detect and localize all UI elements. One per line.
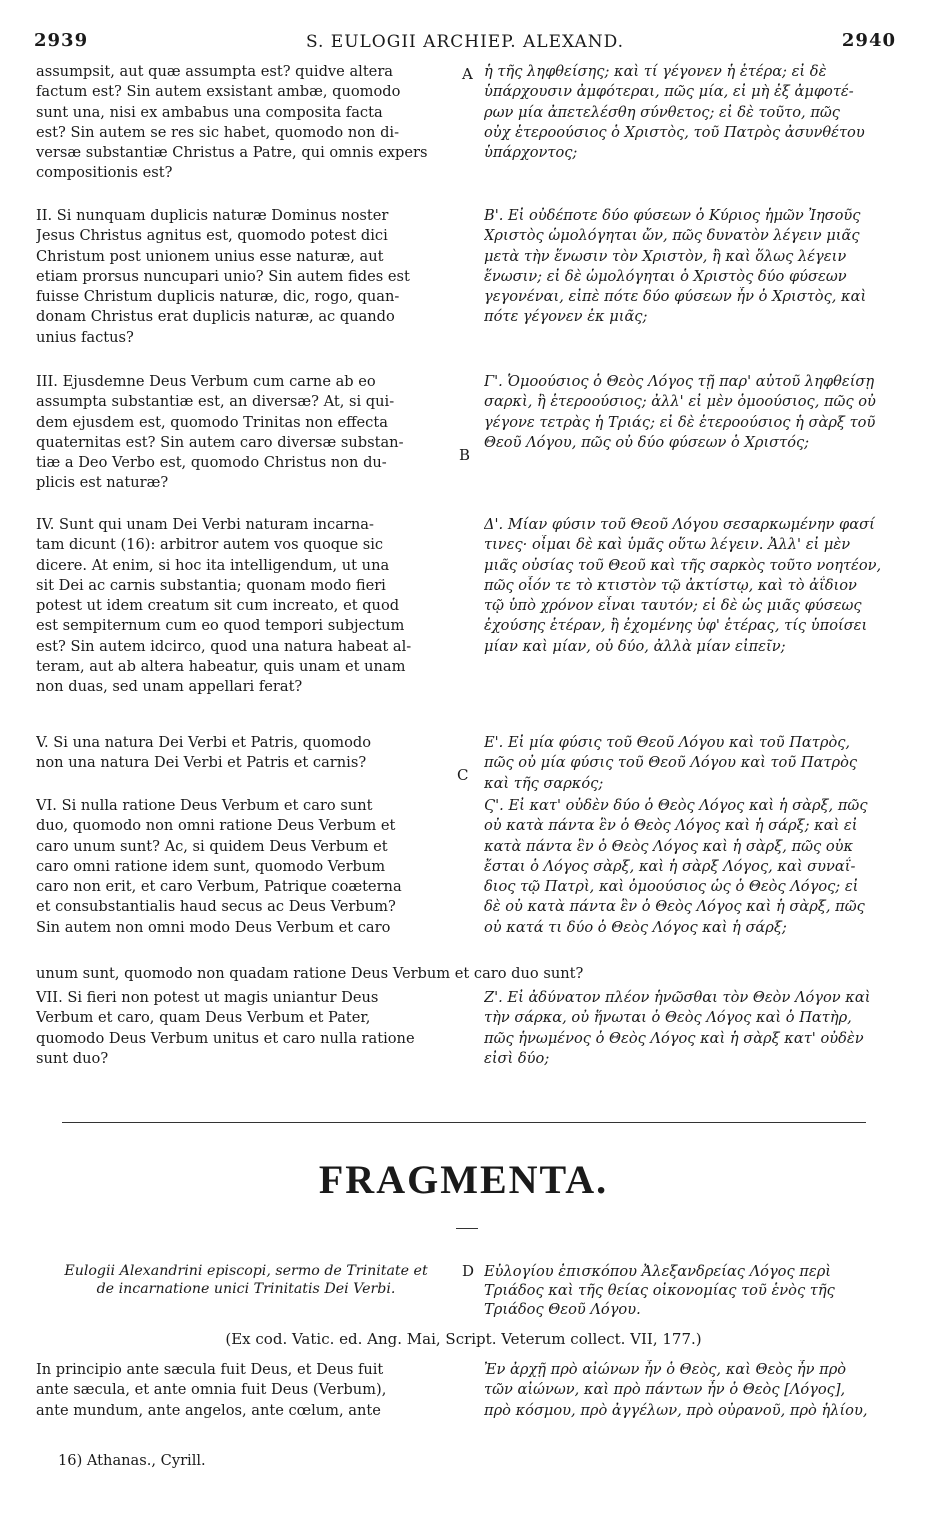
text-line: ρων μία ἀπετελέσθη σύνθετος; εἰ δὲ τοῦτο, πῶς bbox=[484, 103, 840, 121]
text-line: donam Christus erat duplicis naturæ, ac quando bbox=[36, 308, 395, 326]
text-line: ὑπάρχουσιν ἀμφότεραι, πῶς μία, εἰ μὴ ἐξ ἀμφοτέ- bbox=[484, 83, 854, 101]
text-line: πρὸ κόσμου, πρὸ ἀγγέλων, πρὸ οὐρανοῦ, πρὸ ἡλίου, bbox=[484, 1401, 868, 1419]
text-line: sunt una, nisi ex ambabus una composita facta bbox=[36, 103, 383, 121]
text-line: Β'. Εἰ οὐδέποτε δύο φύσεων ὁ Κύριος ἡμῶν Ἰησοῦς bbox=[484, 207, 861, 224]
section-title: FRAGMENTA. bbox=[318, 1157, 609, 1202]
greek-block-4 bbox=[484, 515, 896, 657]
text-line: plicis est naturæ? bbox=[36, 474, 169, 492]
text-line: Γ'. Ὁμοούσιος ὁ Θεὸς Λόγος τῇ παρ' αὐτοῦ ληφθείσῃ bbox=[484, 373, 875, 390]
text-line: ante sæcula, et ante omnia fuit Deus (Verbum), bbox=[36, 1381, 387, 1399]
text-line: ὑπάρχοντος; bbox=[484, 144, 578, 162]
text-line: tiæ a Deo Verbo est, quomodo Christus non du- bbox=[36, 454, 387, 472]
column-marker-b: B bbox=[459, 446, 471, 464]
footnote: 16) Athanas., Cyrill. bbox=[58, 1452, 206, 1469]
greek-block-3 bbox=[484, 372, 896, 453]
text-line: τὴν σάρκα, οὐ ἥνωται ὁ Θεὸς Λόγος καὶ ὁ Πατὴρ, bbox=[484, 1009, 852, 1027]
latin-block-5 bbox=[36, 733, 456, 774]
greek-block-7 bbox=[484, 988, 896, 1069]
text-line: ἔσται ὁ Λόγος σὰρξ, καὶ ἡ σὰρξ Λόγος, καὶ συναΐ- bbox=[484, 857, 856, 875]
text-line: Τριάδος Θεοῦ Λόγου. bbox=[484, 1301, 641, 1318]
running-header bbox=[34, 30, 896, 54]
text-line: Ε'. Εἰ μία φύσις τοῦ Θεοῦ Λόγου καὶ τοῦ Πατρὸς, bbox=[484, 734, 851, 751]
text-line: dem ejusdem est, quomodo Trinitas non effecta bbox=[36, 413, 388, 431]
text-line: teram, aut ab altera habeatur, quis unam et unam bbox=[36, 658, 406, 676]
page-number-left: 2939 bbox=[34, 30, 89, 51]
text-line: Ϛ'. Εἰ κατ' οὐδὲν δύο ὁ Θεὸς Λόγος καὶ ἡ σὰρξ, πῶς bbox=[484, 797, 868, 814]
text-line: μίαν καὶ μίαν, οὐ δύο, ἀλλὰ μίαν εἰπεῖν; bbox=[484, 637, 786, 655]
text-line: τῶν αἰώνων, καὶ πρὸ πάντων ἦν ὁ Θεὸς [Λόγος], bbox=[484, 1381, 846, 1399]
text-line: factum est? Sin autem exsistant ambæ, quomodo bbox=[36, 83, 401, 101]
text-line: ἡ τῆς ληφθείσης; καὶ τί γέγονεν ἡ ἑτέρα; εἰ δὲ bbox=[484, 63, 827, 80]
spanning-line: unum sunt, quomodo non quadam ratione Deus Verbum et caro duo sunt? bbox=[36, 965, 584, 982]
text-line: unius factus? bbox=[36, 328, 134, 346]
text-line: duo, quomodo non omni ratione Deus Verbum et bbox=[36, 817, 396, 835]
text-line: versæ substantiæ Christus a Patre, qui omnis expers bbox=[36, 144, 428, 162]
text-line: de incarnatione unici Trinitatis Dei Verbi. bbox=[96, 1281, 396, 1297]
text-line: Ζ'. Εἰ ἀδύνατον πλέον ἡνῶσθαι τὸν Θεὸν Λόγον καὶ bbox=[484, 989, 871, 1006]
text-line: quomodo Deus Verbum unitus et caro nulla ratione bbox=[36, 1029, 415, 1047]
text-line: πῶς ἡνωμένος ὁ Θεὸς Λόγος καὶ ἡ σὰρξ κατ' οὐδὲν bbox=[484, 1029, 864, 1047]
section-rule bbox=[62, 1122, 866, 1123]
latin-block-7 bbox=[36, 988, 456, 1069]
text-line: Verbum et caro, quam Deus Verbum et Pater, bbox=[36, 1009, 371, 1027]
text-line: δὲ οὐ κατὰ πάντα ἓν ὁ Θεὸς Λόγος καὶ ἡ σὰρξ, πῶς bbox=[484, 898, 865, 916]
latin-block-3 bbox=[36, 372, 456, 494]
text-line: Sin autem non omni modo Deus Verbum et caro bbox=[36, 918, 391, 936]
text-line: et consubstantialis haud secus ac Deus Verbum? bbox=[36, 898, 396, 916]
latin-block-6 bbox=[36, 796, 456, 938]
text-line: Τριάδος καὶ τῆς θείας οἰκονομίας τοῦ ἑνὸς τῆς bbox=[484, 1282, 835, 1299]
text-line: etiam prorsus nuncupari unio? Sin autem fides est bbox=[36, 267, 410, 285]
greek-block-5 bbox=[484, 733, 896, 794]
greek-block-1 bbox=[484, 62, 896, 163]
greek-heading bbox=[484, 1262, 896, 1319]
page-number-right: 2940 bbox=[841, 30, 896, 51]
latin-heading bbox=[36, 1262, 456, 1298]
running-title: S. EULOGII ARCHIEP. ALEXAND. bbox=[305, 32, 625, 52]
text-line: VII. Si fieri non potest ut magis uniantur Deus bbox=[36, 989, 379, 1006]
text-line: διος τῷ Πατρὶ, καὶ ὁμοούσιος ὡς ὁ Θεὸς Λόγος; εἰ bbox=[484, 878, 859, 896]
text-line: σαρκὶ, ἢ ἑτεροούσιος; ἀλλ' εἰ μὲν ὁμοούσιος, πῶς οὐ bbox=[484, 393, 876, 411]
text-line: Ἐν ἀρχῇ πρὸ αἰώνων ἦν ὁ Θεὸς, καὶ Θεὸς ἦν πρὸ bbox=[484, 1361, 847, 1378]
text-line: est? Sin autem se res sic habet, quomodo non di- bbox=[36, 123, 400, 141]
text-line: fuisse Christum duplicis naturæ, dic, rogo, quan- bbox=[36, 288, 400, 306]
text-line: dicere. At enim, si hoc ita intelligendum, ut una bbox=[36, 556, 390, 574]
text-line: πῶς οὐ μία φύσις τοῦ Θεοῦ Λόγου καὶ τοῦ Πατρὸς bbox=[484, 754, 858, 772]
text-line: VI. Si nulla ratione Deus Verbum et caro sunt bbox=[36, 797, 373, 814]
text-line: γεγονέναι, εἰπὲ πότε δύο φύσεων ἦν ὁ Χριστὸς, καὶ bbox=[484, 288, 867, 306]
text-line: caro non erit, et caro Verbum, Patrique coæterna bbox=[36, 878, 402, 896]
text-line: quaternitas est? Sin autem caro diversæ substan- bbox=[36, 433, 404, 451]
text-line: caro omni ratione idem sunt, quomodo Verbum bbox=[36, 857, 386, 875]
text-line: In principio ante sæcula fuit Deus, et Deus fuit bbox=[36, 1361, 384, 1378]
text-line: πότε γέγονεν ἐκ μιᾶς; bbox=[484, 308, 648, 326]
text-line: Χριστὸς ὡμολόγηται ὤν, πῶς δυνατὸν λέγειν μιᾶς bbox=[484, 227, 860, 245]
column-marker-c: C bbox=[457, 766, 469, 784]
text-line: μετὰ τὴν ἕνωσιν τὸν Χριστὸν, ἢ καὶ ὅλως λέγειν bbox=[484, 247, 847, 265]
text-line: ἕνωσιν; εἰ δὲ ὡμολόγηται ὁ Χριστὸς δύο φύσεων bbox=[484, 267, 847, 285]
text-line: καὶ τῆς σαρκός; bbox=[484, 774, 604, 792]
text-line: assumpsit, aut quæ assumpta est? quidve altera bbox=[36, 63, 393, 80]
text-line: μιᾶς οὐσίας τοῦ Θεοῦ καὶ τῆς σαρκὸς τοῦτο νοητέον, bbox=[484, 556, 882, 574]
text-line: caro unum sunt? Ac, si quidem Deus Verbum et bbox=[36, 837, 388, 855]
greek-fragment-text bbox=[484, 1360, 896, 1421]
text-line: τῷ ὑπὸ χρόνον εἶναι ταυτόν; εἰ δὲ ὡς μιᾶς φύσεως bbox=[484, 597, 862, 615]
latin-block-1 bbox=[36, 62, 456, 184]
text-line: III. Ejusdemne Deus Verbum cum carne ab eo bbox=[36, 373, 376, 390]
text-line: Eulogii Alexandrini episcopi, sermo de Trinitate et bbox=[64, 1263, 428, 1279]
latin-block-4 bbox=[36, 515, 456, 698]
latin-fragment-text bbox=[36, 1360, 456, 1421]
text-line: Θεοῦ Λόγου, πῶς οὐ δύο φύσεων ὁ Χριστός; bbox=[484, 433, 810, 451]
greek-block-6 bbox=[484, 796, 896, 938]
text-line: κατὰ πάντα ἓν ὁ Θεὸς Λόγος καὶ ἡ σὰρξ, πῶς οὐκ bbox=[484, 837, 854, 855]
text-line: est? Sin autem idcirco, quod una natura habeat al- bbox=[36, 637, 412, 655]
text-line: potest ut idem creatum sit cum increato, et quod bbox=[36, 597, 400, 615]
text-line: tam dicunt (16): arbitror autem vos quoque sic bbox=[36, 536, 384, 554]
text-line: Christum post unionem unius esse naturæ, aut bbox=[36, 247, 384, 265]
text-line: Δ'. Μίαν φύσιν τοῦ Θεοῦ Λόγου σεσαρκωμένην φασί bbox=[484, 516, 875, 533]
text-line: Jesus Christus agnitus est, quomodo potest dici bbox=[36, 227, 388, 245]
source-citation: (Ex cod. Vatic. ed. Ang. Mai, Script. Veterum collect. VII, 177.) bbox=[225, 1330, 702, 1348]
title-dash bbox=[456, 1228, 478, 1229]
text-line: II. Si nunquam duplicis naturæ Dominus noster bbox=[36, 207, 389, 224]
text-line: οὐχ ἑτεροούσιος ὁ Χριστὸς, τοῦ Πατρὸς ἀσυνθέτου bbox=[484, 123, 865, 141]
text-line: compositionis est? bbox=[36, 164, 173, 182]
latin-block-2 bbox=[36, 206, 456, 348]
text-line: τινες· οἶμαι δὲ καὶ ὑμᾶς οὕτω λέγειν. Ἀλλ' εἰ μὲν bbox=[484, 536, 851, 554]
text-line: οὐ κατά τι δύο ὁ Θεὸς Λόγος καὶ ἡ σάρξ; bbox=[484, 918, 787, 936]
text-line: non una natura Dei Verbi et Patris et carnis? bbox=[36, 754, 367, 772]
text-line: est sempiternum cum eo quod tempori subjectum bbox=[36, 617, 405, 635]
text-line: IV. Sunt qui unam Dei Verbi naturam incarna- bbox=[36, 516, 374, 533]
text-line: εἰσὶ δύο; bbox=[484, 1049, 550, 1067]
text-line: assumpta substantiæ est, an diversæ? At, si qui- bbox=[36, 393, 395, 411]
text-line: sit Dei ac carnis substantia; quonam modo fieri bbox=[36, 576, 386, 594]
text-line: ἐχούσης ἑτέραν, ἢ ἐχομένης ὑφ' ἑτέρας, τίς ὑποίσει bbox=[484, 617, 868, 635]
text-line: sunt duo? bbox=[36, 1049, 109, 1067]
text-line: non duas, sed unam appellari ferat? bbox=[36, 678, 303, 696]
text-line: ante mundum, ante angelos, ante cœlum, ante bbox=[36, 1401, 381, 1419]
text-line: πῶς οἷόν τε τὸ κτιστὸν τῷ ἀκτίστῳ, καὶ τὸ ἀΐδιον bbox=[484, 576, 857, 594]
greek-block-2 bbox=[484, 206, 896, 328]
text-line: γέγονε τετρὰς ἡ Τριάς; εἰ δὲ ἑτεροούσιος ἡ σὰρξ τοῦ bbox=[484, 413, 876, 431]
text-line: οὐ κατὰ πάντα ἓν ὁ Θεὸς Λόγος καὶ ἡ σάρξ; καὶ εἰ bbox=[484, 817, 858, 835]
text-line: V. Si una natura Dei Verbi et Patris, quomodo bbox=[36, 734, 372, 751]
column-marker-d: D bbox=[462, 1262, 475, 1280]
text-line: Εὐλογίου ἐπισκόπου Ἀλεξανδρείας Λόγος περὶ bbox=[484, 1263, 831, 1280]
column-marker-a: A bbox=[462, 65, 473, 83]
